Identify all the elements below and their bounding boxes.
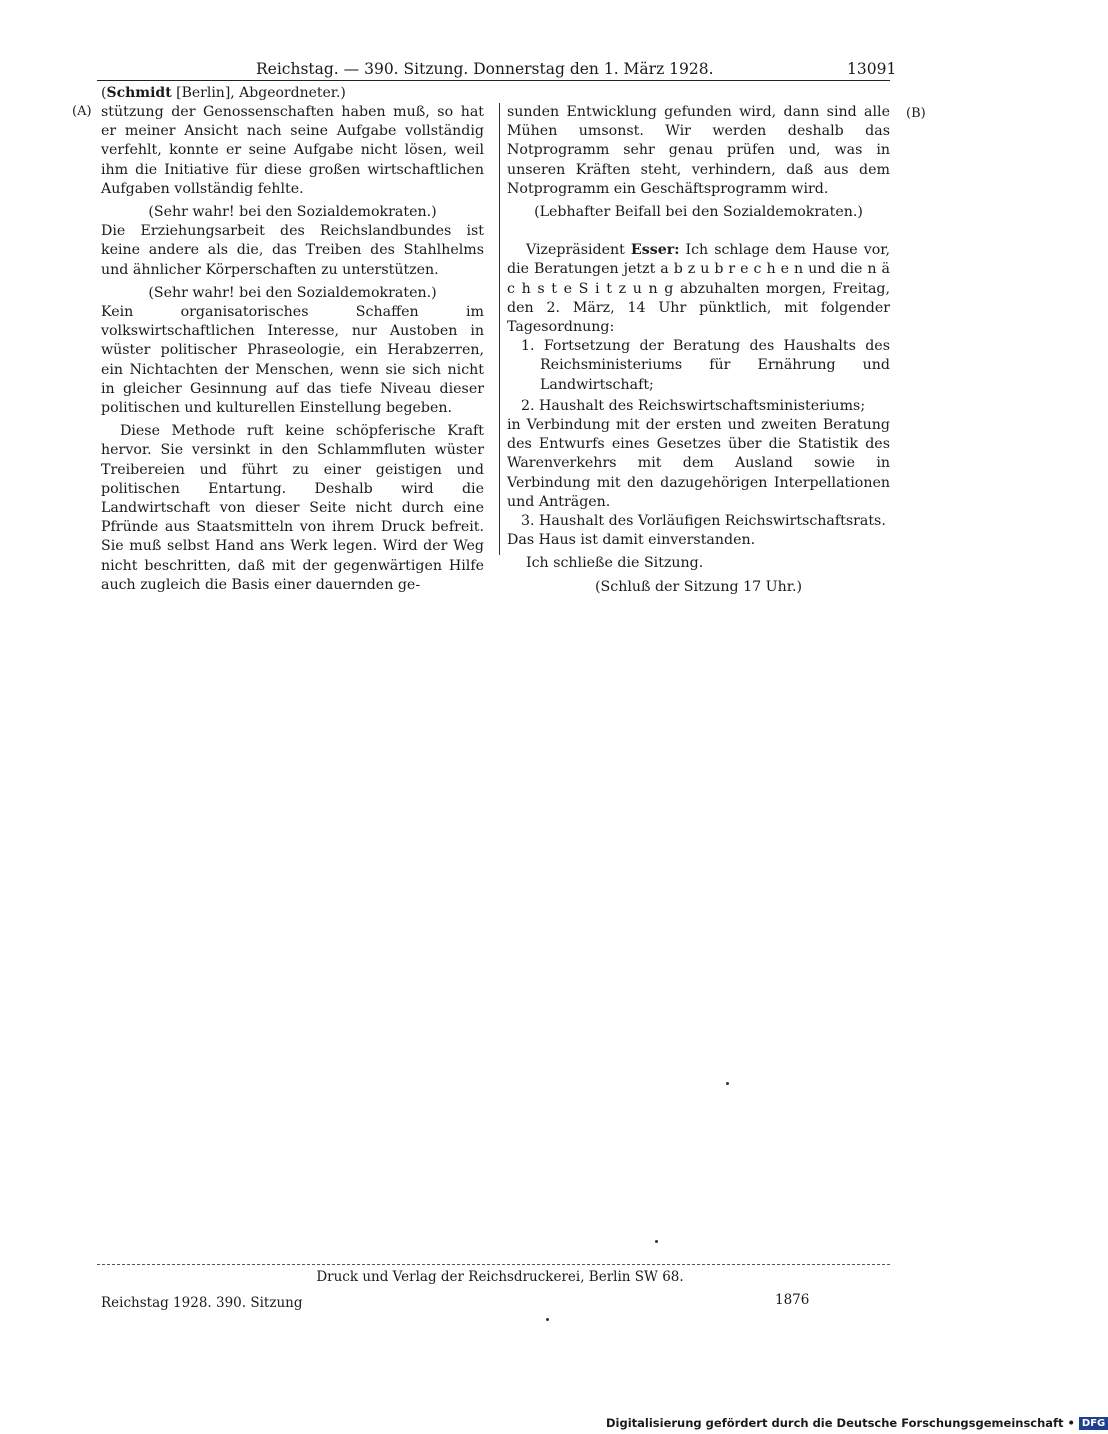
agenda-item-detail: in Verbindung mit der ersten und zweiten Beratung des Entwurfs eines Gesetzes über die Statistik des Warenverkehrs mit dem Ausland sowie in Verbindung mit den dazugehörigen Interpellationen und Anträgen. [507, 417, 890, 510]
footer-left: Reichstag 1928. 390. Sitzung [101, 1295, 303, 1311]
closing-text: Ich schließe die Sitzung. [526, 555, 704, 572]
column-rule [499, 103, 500, 555]
left-column [101, 103, 484, 595]
speaker-rest: [Berlin], Abgeordneter.) [171, 85, 346, 101]
paragraph: stützung der Genossenschaften haben muß, so hat er meiner Ansicht nach seine Aufgabe vollständig verfehlt, konnte er seine Aufgabe nicht lösen, weil ihm die Initiative für diese großen wirtschaftlichen Aufgaben vollständig fehlte. [101, 104, 484, 197]
margin-marker-b: (B) [906, 106, 926, 121]
agreement-text: Das Haus ist damit einverstanden. [507, 532, 756, 549]
speck [546, 1318, 549, 1321]
footer-rule [97, 1264, 890, 1265]
dfg-logo: DFG [1079, 1417, 1108, 1430]
paragraph: Die Erziehungsarbeit des Reichslandbundes ist keine andere als die, das Treiben des Stahlhelms und ähnlicher Körperschaften zu unterstützen. [101, 223, 484, 278]
running-header: Reichstag. — 390. Sitzung. Donnerstag den 1. März 1928. [256, 60, 714, 78]
speaker-name: Schmidt [106, 85, 172, 101]
agenda-item: 2. Haushalt des Reichswirtschaftsministeriums; [521, 397, 866, 414]
agenda-item: 3. Haushalt des Vorläufigen Reichswirtschaftsrats. [521, 513, 886, 530]
paragraph: Diese Methode ruft keine schöpferische Kraft hervor. Sie versinkt in den Schlammfluten wüster Treibereien und führt zu einer geistigen und politischen Entartung. Deshalb wird die Landwirtschaft von dieser Seite nicht durch eine Pfründe aus Staatsmitteln von ihrem Druck befreit. Sie muß selbst Hand ans Werk legen. Wird der Weg nicht beschritten, daß mit der gegenwärtigen Hilfe auch zugleich die Basis einer dauernden ge- [101, 423, 484, 593]
speaker-line: (Schmidt [Berlin], Abgeordneter.) [101, 85, 346, 101]
speck [655, 1240, 658, 1243]
vp-text: Ich schlage dem Hause vor, die Beratungen jetzt a b z u b r e c h e n und die n ä c h s t e S i t z u n g abzuhalten morgen, Freitag, den 2. März, 14 Uhr pünktlich, mit folgender Tagesordnung: [507, 242, 890, 336]
footer-right: 1876 [775, 1292, 810, 1308]
page-number: 13091 [847, 60, 897, 78]
session-end: (Schluß der Sitzung 17 Uhr.) [595, 578, 802, 595]
interjection: (Sehr wahr! bei den Sozialdemokraten.) [148, 284, 437, 301]
interjection: (Sehr wahr! bei den Sozialdemokraten.) [148, 204, 437, 221]
margin-marker-a: (A) [72, 104, 92, 119]
right-column [507, 103, 890, 597]
digitization-text: Digitalisierung gefördert durch die Deutsche Forschungsgemeinschaft • [606, 1416, 1075, 1430]
header-rule [97, 80, 890, 81]
paragraph: Kein organisatorisches Schaffen im volkswirtschaftlichen Interesse, nur Austoben in wüster politischer Phraseologie, ein Herabzerren, ein Nichtachten der Menschen, wenn sie sich nicht in gleicher Gesinnung auf das tiefe Niveau dieser politischen und kulturellen Einstellung begeben. [101, 304, 484, 417]
digitization-note [606, 1416, 1108, 1430]
vice-president-statement [507, 241, 890, 337]
paragraph: sunden Entwicklung gefunden wird, dann sind alle Mühen umsonst. Wir werden deshalb das Notprogramm sehr genau prüfen und, was in unseren Kräften steht, verhindern, daß aus dem Notprogramm ein Geschäftsprogramm wird. [507, 104, 890, 197]
agenda-item: 1. Fortsetzung der Beratung des Haushalts des Reichsministeriums für Ernährung und Landwirtschaft; [521, 338, 890, 393]
speck [726, 1082, 729, 1085]
vp-role: Vizepräsident [526, 242, 631, 259]
spacer [507, 222, 890, 241]
printer-imprint: Druck und Verlag der Reichsdruckerei, Berlin SW 68. [316, 1269, 684, 1285]
interjection: (Lebhafter Beifall bei den Sozialdemokraten.) [534, 204, 863, 221]
vp-name: Esser: [630, 242, 680, 259]
